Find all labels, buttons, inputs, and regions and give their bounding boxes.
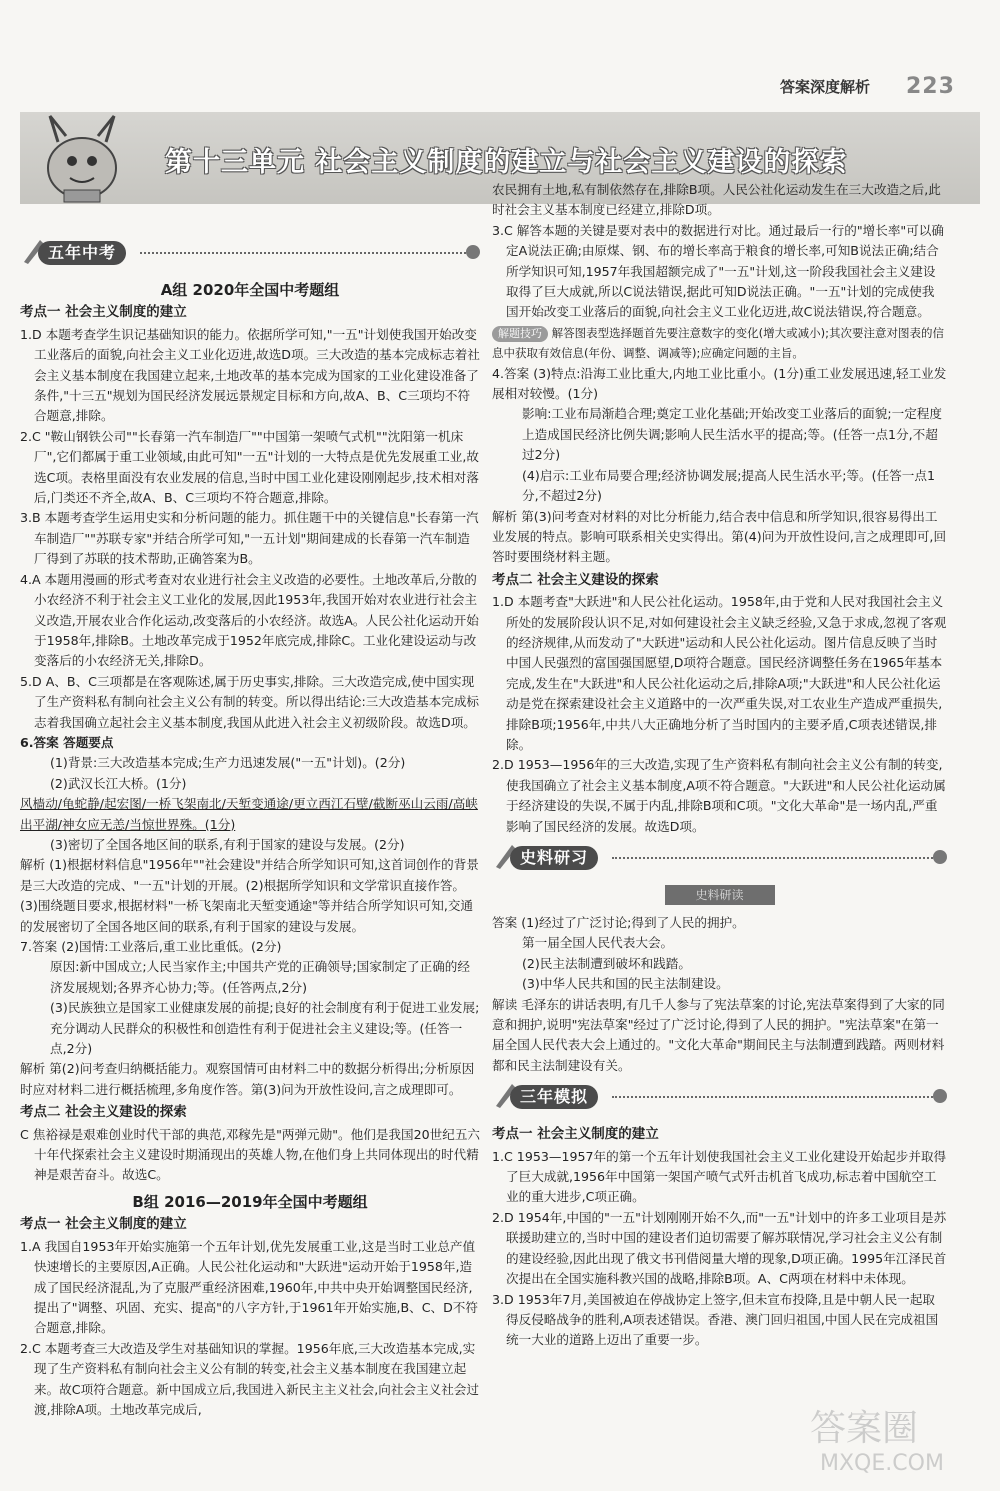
answer-item: 2.C "鞍山钢铁公司""长春第一汽车制造厂""中国第一架喷气式机""沈阳第一机床厂",它们都属于重工业领域,由此可知"一五"计划的一大特点是优先发展重工业,故选C项。表格里面没有农业发展的信息,当时中国工业化建设刚刚起步,技术相对落后,门类还不齐全,故A、B、C三项均不符合题意,排除。 bbox=[20, 428, 479, 506]
answer-line: 第一届全国人民代表大会。 bbox=[522, 935, 674, 951]
section-three-years bbox=[492, 1080, 947, 1114]
group-heading: A组 2020年全国中考题组 bbox=[160, 281, 340, 299]
answer-line: (3)密切了全国各地区间的联系,有利于国家的建设与发展。(2分) bbox=[50, 836, 405, 852]
answer-line: 风樯动/龟蛇静/起宏图/一桥飞架南北/天堑变通途/更立西江石壁/截断巫山云雨/高峡出平湖/神女应无恙/当惊世界殊。(1分) bbox=[20, 796, 478, 832]
topic-heading: 考点一 社会主义制度的建立 bbox=[20, 304, 187, 321]
answer-item: 1.D 本题考查学生识记基础知识的能力。依据所学可知,"一五"计划使我国开始改变工业落后的面貌,向社会主义工业化迈进,故选D项。三大改造的基本完成标志着社会主义基本制度在我国建立起来,土地改革的基本完成为国家的工业化建设准备了条件,"十三五"规划为国民经济发展远景规定目标和方向,故A、B、C三项均不符合题意,排除。 bbox=[20, 326, 480, 424]
answer-item: 2.D 1954年,中国的"一五"计划刚刚开始不久,而"一五"计划中的许多工业项目是苏联援助建立的,当时中国的建设者们迫切需要了解苏联情况,学习社会主义公有制的建设经验,因此出现了俄文书刊借阅量大增的现象,D项正确。1995年江泽民首次提出在全国实施科教兴国的战略,排除B项。A、C两项在材料中未体现。 bbox=[492, 1209, 947, 1287]
page-header bbox=[0, 0, 1000, 100]
answer-item: 3.D 1953年7月,美国被迫在停战协定上签字,但未宣布投降,且是中朝人民一起取得反侵略战争的胜利,A项表述错误。香港、澳门回归祖国,中国人民在完成祖国统一大业的道路上迈出了重要一步。 bbox=[492, 1291, 939, 1348]
answer-item: C 焦裕禄是艰难创业时代干部的典范,邓稼先是"两弹元勋"。他们是我国20世纪五六十年代探索社会主义建设时期涌现出的英雄人物,在他们身上共同体现出的时代精神是艰苦奋斗。故选C。 bbox=[20, 1126, 481, 1183]
answer-line: 4.答案 (3)特点:沿海工业比重大,内地工业比重小。(1分)重工业发展迅速,轻工业发展相对较慢。(1分) bbox=[492, 365, 947, 402]
tip-text: 解答图表型选择题首先要注意数字的变化(增大或减小);其次要注意对图表的信息中获取有效信息(年份、调整、调减等);应确定问题的主旨。 bbox=[492, 325, 944, 361]
mascot-icon bbox=[22, 106, 142, 206]
answer-line: 答案 (1)经过了广泛讨论;得到了人民的拥护。 bbox=[492, 915, 745, 930]
answer-item: 4.A 本题用漫画的形式考查对农业进行社会主义改造的必要性。土地改革后,分散的小农经济不利于社会主义工业化的发展,因此1953年,我国开始对农业进行社会主义改造,开展农业合作化运动,改变落后的小农经济。故选A。人民公社化运动开始于1958年,排除B。土地改革完成于1952年底完成,排除C。工业化建设运动与改变落后的小农经济无关,排除D。 bbox=[20, 571, 479, 669]
answer-line: (4)启示:工业布局要合理;经济协调发展;提高人民生活水平;等。(任答一点1分,不超过2分) bbox=[522, 467, 935, 504]
topic-heading: 考点一 社会主义制度的建立 bbox=[492, 1126, 659, 1143]
svg-text:答案圈: 答案圈 bbox=[810, 1408, 919, 1449]
group-heading: B组 2016—2019年全国中考题组 bbox=[132, 1192, 368, 1211]
header-label: 答案深度解析 bbox=[780, 78, 871, 96]
dotted-divider bbox=[612, 857, 937, 859]
answer-line: 7.答案 (2)国情:工业落后,重工业比重低。(2分) bbox=[20, 939, 282, 954]
watermark-logo bbox=[800, 1390, 980, 1480]
answer-item: 3.B 本题考查学生运用史实和分析问题的能力。抓住题干中的关键信息"长春第一汽车制造厂""苏联专家"并结合所学可知,"一五计划"期间建成的长春第一汽车制造厂得到了苏联的技术帮助,正确答案为B。 bbox=[20, 510, 479, 567]
answer-item: 农民拥有土地,私有制依然存在,排除B项。人民公社化运动发生在三大改造之后,此时社会主义基本制度已经建立,排除D项。 bbox=[492, 182, 941, 218]
topic-heading: 考点二 社会主义建设的探索 bbox=[492, 571, 659, 588]
dotted-divider bbox=[612, 1096, 937, 1098]
divider-dot-icon bbox=[933, 850, 947, 864]
divider-dot-icon bbox=[466, 245, 480, 259]
answer-line: (1)背景:三大改造基本完成;生产力迅速发展("一五"计划)。(2分) bbox=[50, 755, 406, 771]
answer-line: (3)中华人民共和国的民主法制建设。 bbox=[522, 976, 729, 992]
analysis: 解析 第(2)问考查归纳概括能力。观察国情可由材料二中的数据分析得出;分析原因时应对材料二进行概括梳理,多角度作答。第(3)问为开放性设问,言之成理即可。 bbox=[20, 1061, 475, 1097]
section-five-years bbox=[20, 236, 480, 270]
answer-line: 原因:新中国成立;人民当家作主;中国共产党的正确领导;国家制定了正确的经济发展规划;各界齐心协力;等。(任答两点,2分) bbox=[50, 959, 470, 995]
answer-item: 1.D 本题考查"大跃进"和人民公社化运动。1958年,由于党和人民对我国社会主义所处的发展阶段认识不足,对如何建设社会主义缺乏经验,又急于求成,忽视了客观的经济规律,从而发动了"大跃进"运动和人民公社化运动。图片信息反映了当时中国人民强烈的富国强国愿望,D项符合题意。国民经济调整任务在1965年基本完成,发生在"大跃进"和人民公社化运动之后,排除A项;"大跃进"和人民公社化运动是党在探索建设社会主义道路中的一次严重失误,对工农业生产造成严重损失,排除B项;1956年,中共八大正确地分析了当时国内的主要矛盾,C项表述错误,排除。 bbox=[492, 594, 947, 752]
analysis: 解析 第(3)问考查对材料的对比分析能力,结合表中信息和所学知识,很容易得出工业发展的特点。影响可联系相关史实得出。第(4)问为开放性设问,言之成理即可,回答时要围绕材料主题。 bbox=[492, 508, 947, 565]
section-tag: 三年模拟 bbox=[510, 1085, 598, 1109]
right-column bbox=[492, 180, 947, 1351]
analysis: 解读 毛泽东的讲话表明,有几千人参与了宪法草案的讨论,宪法草案得到了大家的同意和拥护,说明"宪法草案"经过了广泛讨论,得到了人民的拥护。"宪法草案"在第一届全国人民代表大会上通过的。"文化大革命"期间民主与法制遭到践踏。两则材料都和民主法制建设有关。 bbox=[492, 996, 945, 1073]
answer-line: (2)民主法制遭到破坏和践踏。 bbox=[522, 955, 691, 971]
answer-item: 3.C 解答本题的关键是要对表中的数据进行对比。通过最后一行的"增长率"可以确定A说法正确;由原煤、钢、布的增长率高于粮食的增长率,可知B说法正确;结合所学知识可知,1957年我国超额完成了"一五"计划,这一阶段我国社会主义建设取得了巨大成就,所以C说法错误,据此可知D说法正确。"一五"计划的完成使我国开始改变工业落后的面貌,向社会主义工业化迈进,故C说法错误,符合题意。 bbox=[492, 222, 944, 320]
section-tag: 史料研习 bbox=[510, 846, 598, 870]
topic-heading: 考点一 社会主义制度的建立 bbox=[20, 1216, 187, 1233]
answer-item: 1.C 1953—1957年的第一个五年计划使我国社会主义工业化建设开始起步并取得了巨大成就,1956年中国第一架国产喷气式歼击机首飞成功,标志着中国航空工业的重大进步,C项正确。 bbox=[492, 1148, 947, 1205]
answer-item: 5.D A、B、C三项都是在客观陈述,属于历史事实,排除。三大改造完成,使中国实现了生产资料私有制向社会主义公有制的转变。所以得出结论:三大改造基本完成标志着我国确立起社会主义基本制度,我国从此进入社会主义初级阶段。故选D项。 bbox=[20, 673, 480, 730]
answer-line: (2)武汉长江大桥。(1分) bbox=[50, 775, 187, 791]
dotted-divider bbox=[140, 252, 470, 254]
tip-label: 解题技巧 bbox=[492, 326, 548, 342]
divider-dot-icon bbox=[933, 1089, 947, 1103]
material-label: 史料研读 bbox=[665, 885, 775, 905]
page-number: 223 bbox=[906, 74, 955, 99]
tip-block bbox=[492, 323, 947, 364]
left-column bbox=[20, 232, 480, 1420]
unit-title: 第十三单元 社会主义制度的建立与社会主义建设的探索 bbox=[165, 147, 848, 178]
answer-line: (3)民族独立是国家工业健康发展的前提;良好的社会制度有利于促进工业发展;充分调动人民群众的积极性和创造性有利于促进社会主义建设;等。(任答一点,2分) bbox=[50, 1000, 480, 1057]
answer-item: 1.A 我国自1953年开始实施第一个五年计划,优先发展重工业,这是当时工业总产值快速增长的主要原因,A正确。人民公社化运动和"大跃进"运动开始于1958年,造成了国民经济混乱,为了克服严重经济困难,1960年,中共中央开始调整国民经济,提出了"调整、巩固、充实、提高"的八字方针,于1961年开始实施,B、C、D不符合题意,排除。 bbox=[20, 1238, 478, 1336]
answer-head: 6.答案 答题要点 bbox=[20, 734, 114, 750]
answer-item: 2.C 本题考查三大改造及学生对基础知识的掌握。1956年底,三大改造基本完成,实现了生产资料私有制向社会主义公有制的转变,社会主义基本制度在我国建立起来。故C项符合题意。新中国成立后,我国进入新民主主义社会,向社会主义社会过渡,排除A项。土地改革完成后, bbox=[20, 1340, 479, 1417]
answer-line: 影响:工业布局渐趋合理;奠定工业化基础;开始改变工业落后的面貌;一定程度上造成国民经济比例失调;影响人民生活水平的提高;等。(任答一点1分,不超过2分) bbox=[522, 406, 942, 463]
analysis: 解析 (1)根据材料信息"1956年""社会建设"并结合所学知识可知,这首词创作的背景是三大改造的完成、"一五"计划的开展。(2)根据所学知识和文学常识直接作答。(3)围绕题目要求,根据材料"一桥飞架南北天堑变通途"等并结合所学知识可知,交通的发展密切了全国各地区间的联系,有利于国家的建设与发展。 bbox=[20, 857, 479, 934]
topic-heading: 考点二 社会主义建设的探索 bbox=[20, 1104, 187, 1121]
section-historical bbox=[492, 841, 947, 875]
answer-item: 2.D 1953—1956年的三大改造,实现了生产资料私有制向社会主义公有制的转变,使我国确立了社会主义基本制度,A项不符合题意。"大跃进"和人民公社化运动属于经济建设的失误,不属于内乱,排除B项和C项。"文化大革命"是一场内乱,严重影响了国民经济的发展。故选D项。 bbox=[492, 757, 946, 834]
svg-text:MXQE.COM: MXQE.COM bbox=[820, 1451, 944, 1476]
section-tag: 五年中考 bbox=[38, 241, 126, 265]
